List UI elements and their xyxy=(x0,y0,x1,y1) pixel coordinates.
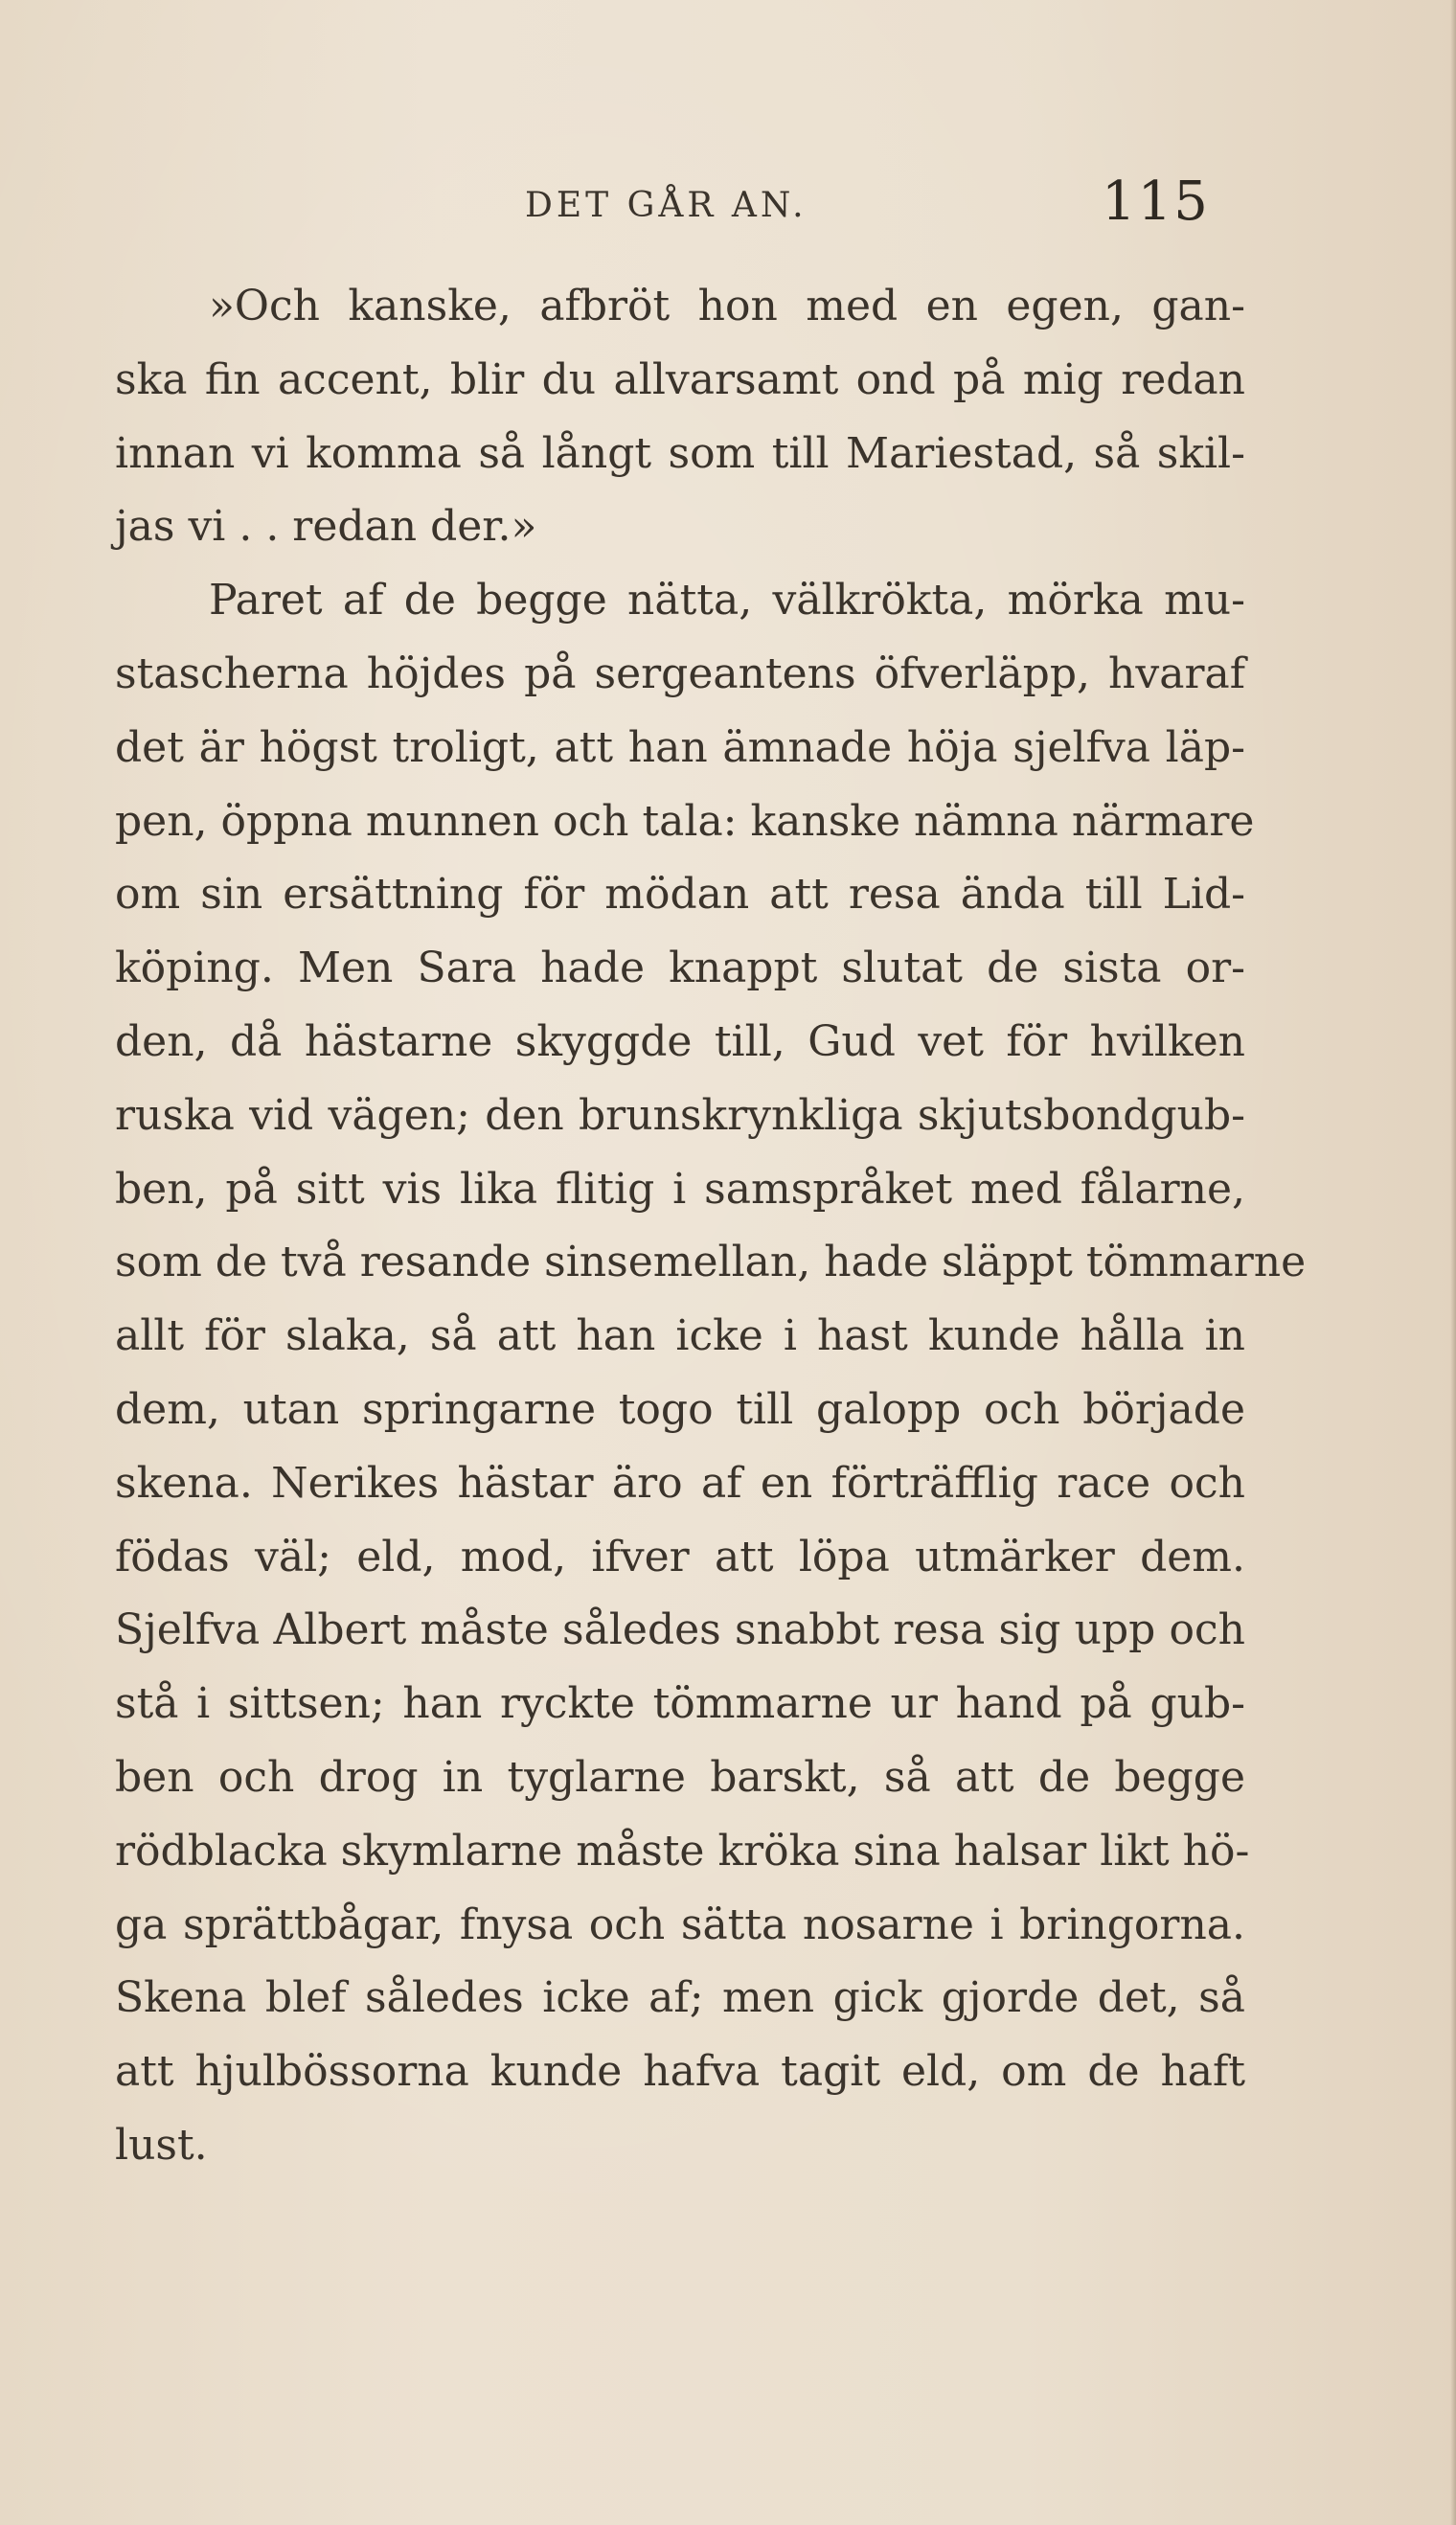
text-line: ben, på sitt vis lika flitig i samspråket med fålarne, xyxy=(115,1164,1245,1214)
text-line: som de två resande sinsemellan, hade släppt tömmarne xyxy=(115,1238,1307,1287)
text-line: ruska vid vägen; den brunskrynkliga skjutsbondgub- xyxy=(115,1090,1245,1140)
text-line: födas väl; eld, mod, ifver att löpa utmärker dem. xyxy=(115,1532,1245,1581)
page-number: 115 xyxy=(1102,171,1210,233)
text-line: ska fin accent, blir du allvarsamt ond på mig redan xyxy=(115,354,1245,404)
text-line: stå i sittsen; han ryckte tömmarne ur hand på gub- xyxy=(115,1679,1245,1729)
running-head: DET GÅR AN. xyxy=(525,186,808,225)
text-line: ga sprättbågar, fnysa och sätta nosarne i bringorna. xyxy=(115,1899,1245,1949)
text-line: pen, öppna munnen och tala: kanske nämna närmare xyxy=(115,796,1255,846)
text-line: den, då hästarne skyggde till, Gud vet för hvilken xyxy=(115,1016,1245,1066)
text-line: Sjelfva Albert måste således snabbt resa sig upp och xyxy=(115,1605,1245,1655)
text-line: lust. xyxy=(115,2120,208,2170)
text-line: stascherna höjdes på sergeantens öfverläpp, hvaraf xyxy=(115,648,1245,698)
text-line: jas vi . . redan der.» xyxy=(115,502,537,552)
text-line: att hjulbössorna kunde hafva tagit eld, om de haft xyxy=(115,2047,1245,2097)
text-line: Skena blef således icke af; men gick gjorde det, så xyxy=(115,1973,1245,2023)
text-line: rödblacka skymlarne måste kröka sina halsar likt hö- xyxy=(115,1826,1250,1876)
text-line: »Och kanske, afbröt hon med en egen, gan- xyxy=(209,282,1245,330)
text-line: allt för slaka, så att han icke i hast kunde hålla in xyxy=(115,1311,1245,1361)
text-line: Paret af de begge nätta, välkrökta, mörka mu- xyxy=(209,576,1245,626)
page-header xyxy=(0,171,1456,238)
text-line: innan vi komma så långt som till Mariestad, så skil- xyxy=(115,428,1245,478)
text-line: ben och drog in tyglarne barskt, så att de begge xyxy=(115,1752,1245,1802)
text-line: det är högst troligt, att han ämnade höja sjelfva läp- xyxy=(115,722,1245,772)
text-line: om sin ersättning för mödan att resa ända till Lid- xyxy=(115,870,1245,920)
page-edge-shadow xyxy=(1450,0,1456,2525)
text-line: köping. Men Sara hade knappt slutat de sista or- xyxy=(115,944,1245,993)
text-line: skena. Nerikes hästar äro af en förträfflig race och xyxy=(115,1458,1245,1508)
body-text xyxy=(115,270,1307,2183)
text-line: dem, utan springarne togo till galopp och började xyxy=(115,1384,1245,1434)
